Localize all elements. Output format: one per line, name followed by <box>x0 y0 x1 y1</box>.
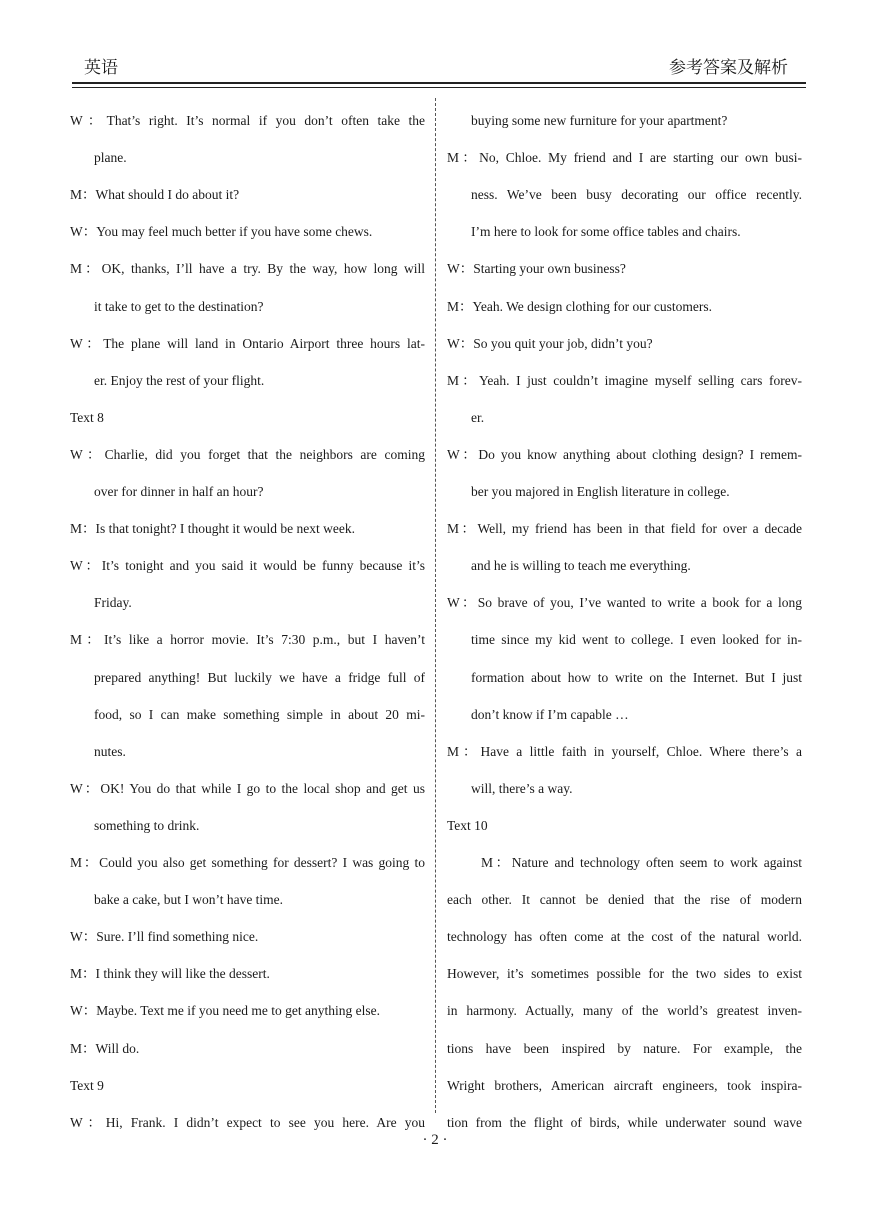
text-line: prepared anything! But luckily we have a fridge full of <box>94 669 425 685</box>
text-line: over for dinner in half an hour? <box>94 484 264 499</box>
text-line: M：Yeah. I just couldn’t imagine myself selling cars forev- <box>447 372 802 388</box>
text-line: M：Well, my friend has been in that field for over a decade <box>447 521 802 537</box>
text-line: M：Will do. <box>70 1040 140 1056</box>
text-line: W：So brave of you, I’ve wanted to write a book for a long <box>447 595 802 611</box>
text-line: each other. It cannot be denied that the rise of modern <box>447 892 802 908</box>
header-subject: 英语 <box>84 58 118 77</box>
text-line: time since my kid went to college. I even looked for in- <box>471 632 802 648</box>
text-line: tion from the flight of birds, while underwater sound wave <box>447 1114 802 1130</box>
page-number: · 2 · <box>422 1132 448 1148</box>
header-rule-thick <box>72 82 806 84</box>
text-line: However, it’s sometimes possible for the two sides to exist <box>447 966 802 982</box>
text-line: M：It’s like a horror movie. It’s 7:30 p.m., but I haven’t <box>70 632 425 648</box>
text-line: nutes. <box>94 743 126 759</box>
text-line: M：Could you also get something for dessert? I was going to <box>70 855 425 870</box>
text-line: Wright brothers, American aircraft engineers, took inspira- <box>447 1077 802 1093</box>
text-line: ber you majored in English literature in college. <box>471 484 730 499</box>
text-line: W：Sure. I’ll find something nice. <box>70 929 259 945</box>
text-line: I’m here to look for some office tables and chairs. <box>471 224 741 240</box>
text-line: M：No, Chloe. My friend and I are starting our own busi- <box>447 150 802 166</box>
header-title: 参考答案及解析 <box>669 58 788 77</box>
text-line: M：OK, thanks, I’ll have a try. By the way, how long will <box>70 261 425 277</box>
text-line: W：OK! You do that while I go to the local shop and get us <box>70 780 425 796</box>
text-line: will, there’s a way. <box>471 780 573 796</box>
text-line: M：Have a little faith in yourself, Chloe. Where there’s a <box>447 743 802 759</box>
text-line: M：I think they will like the dessert. <box>70 966 270 982</box>
text-line: ness. We’ve been busy decorating our office recently. <box>471 187 802 203</box>
text-line: W：Starting your own business? <box>447 261 626 277</box>
text-line: technology has often come at the cost of the natural world. <box>447 929 802 945</box>
text-line: buying some new furniture for your apartment? <box>471 113 728 128</box>
text-line: Text 10 <box>447 817 488 833</box>
column-divider <box>435 98 436 1113</box>
text-line: Text 9 <box>70 1077 104 1093</box>
text-line: something to drink. <box>94 817 200 833</box>
text-line: W：You may feel much better if you have some chews. <box>70 224 373 240</box>
text-line: W：That’s right. It’s normal if you don’t often take the <box>70 113 425 128</box>
text-line: don’t know if I’m capable … <box>471 706 629 722</box>
text-line: it take to get to the destination? <box>94 298 264 314</box>
text-line: formation about how to write on the Internet. But I just <box>471 669 802 685</box>
text-line: W：Charlie, did you forget that the neighbors are coming <box>70 446 425 462</box>
text-line: Friday. <box>94 595 132 611</box>
text-line: W：So you quit your job, didn’t you? <box>447 335 653 351</box>
text-line: W：Hi, Frank. I didn’t expect to see you here. Are you <box>70 1114 425 1130</box>
text-line: W：Maybe. Text me if you need me to get anything else. <box>70 1003 380 1019</box>
text-line: M：Is that tonight? I thought it would be next week. <box>70 521 355 537</box>
text-line: W：The plane will land in Ontario Airport three hours lat- <box>70 335 425 351</box>
text-line: er. <box>471 409 485 425</box>
header-rule-thin <box>72 87 806 88</box>
text-line: W：It’s tonight and you said it would be funny because it’s <box>70 558 425 574</box>
text-line: Text 8 <box>70 409 104 425</box>
text-line: and he is willing to teach me everything. <box>471 558 691 574</box>
text-line: bake a cake, but I won’t have time. <box>94 892 284 908</box>
text-line: er. Enjoy the rest of your flight. <box>94 372 265 388</box>
text-line: food, so I can make something simple in about 20 mi- <box>94 706 425 722</box>
text-line: M：Yeah. We design clothing for our customers. <box>447 298 713 314</box>
text-line: plane. <box>94 150 127 166</box>
text-line: W：Do you know anything about clothing design? I remem- <box>447 446 802 462</box>
text-line: tions have been inspired by nature. For example, the <box>447 1040 802 1056</box>
text-line: M：Nature and technology often seem to work against <box>481 855 802 870</box>
text-line: M：What should I do about it? <box>70 187 240 203</box>
text-line: in harmony. Actually, many of the world’s greatest inven- <box>447 1003 802 1019</box>
